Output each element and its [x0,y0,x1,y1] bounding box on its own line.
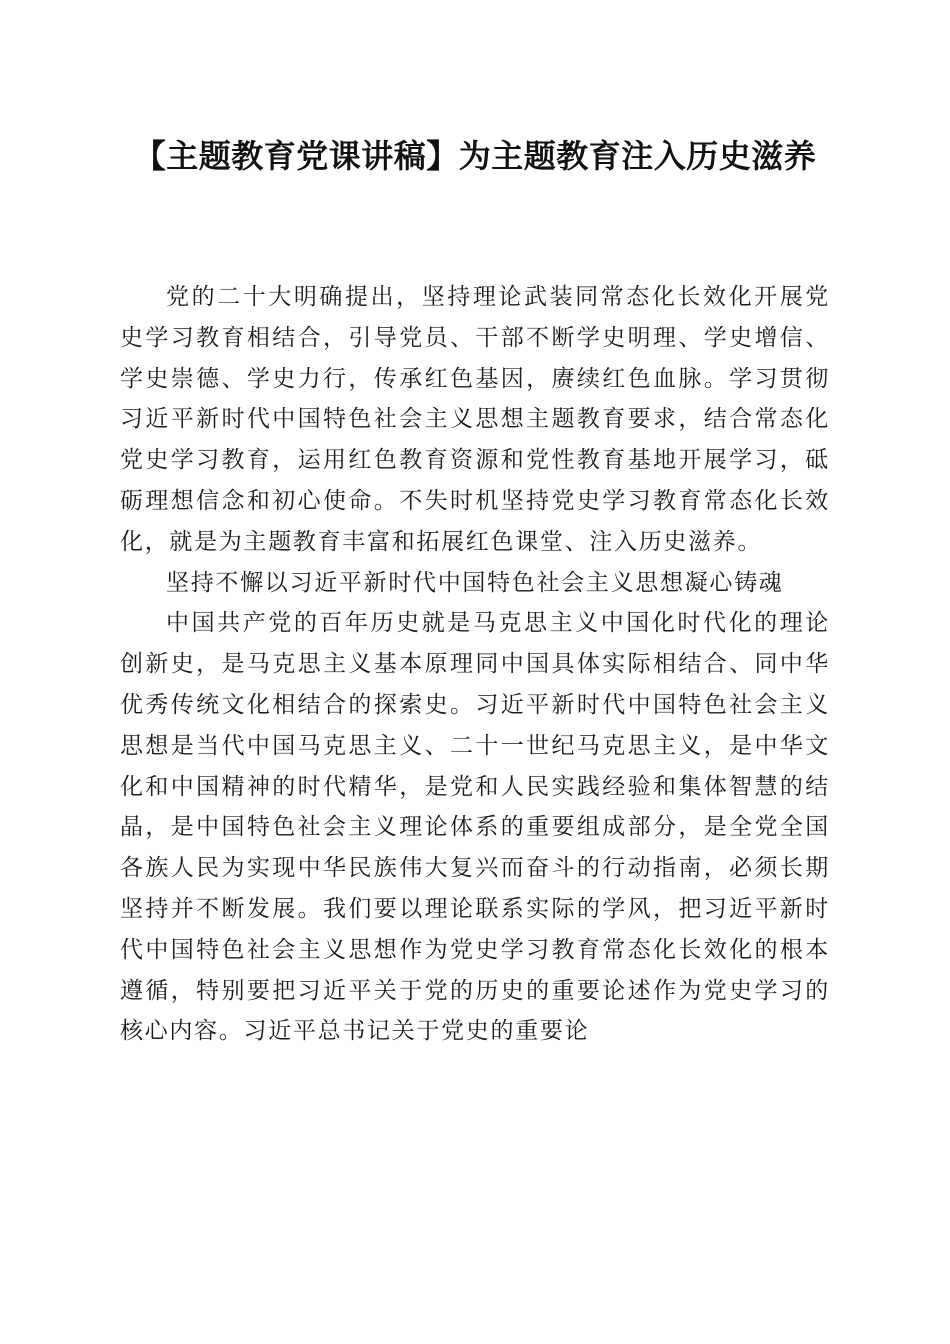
document-body [120,277,830,1052]
paragraph-theory: 中国共产党的百年历史就是马克思主义中国化时代化的理论创新史，是马克思主义基本原理同中国具体实际相结合、同中华优秀传统文化相结合的探索史。习近平新时代中国特色社会主义思想是当代中国马克思主义、二十一世纪马克思主义，是中华文化和中国精神的时代精华，是党和人民实践经验和集体智慧的结晶，是中国特色社会主义理论体系的重要组成部分，是全党全国各族人民为实现中华民族伟大复兴而奋斗的行动指南，必须长期坚持并不断发展。我们要以理论联系实际的学风，把习近平新时代中国特色社会主义思想作为党史学习教育常态化长效化的根本遵循，特别要把习近平关于党的历史的重要论述作为党史学习的核心内容。习近平总书记关于党史的重要论 [120,610,830,1045]
paragraph-intro: 党的二十大明确提出，坚持理论武装同常态化长效化开展党史学习教育相结合，引导党员、干部不断学史明理、学史增信、学史崇德、学史力行，传承红色基因，赓续红色血脉。学习贯彻习近平新时代中国特色社会主义思想主题教育要求，结合常态化党史学习教育，运用红色教育资源和党性教育基地开展学习，砥砺理想信念和初心使命。不失时机坚持党史学习教育常态化长效化，就是为主题教育丰富和拓展红色课堂、注入历史滋养。 [120,284,830,555]
document-title: 【主题教育党课讲稿】为主题教育注入历史滋养 [133,137,817,175]
section-heading: 坚持不懈以习近平新时代中国特色社会主义思想凝心铸魂 [166,569,784,596]
